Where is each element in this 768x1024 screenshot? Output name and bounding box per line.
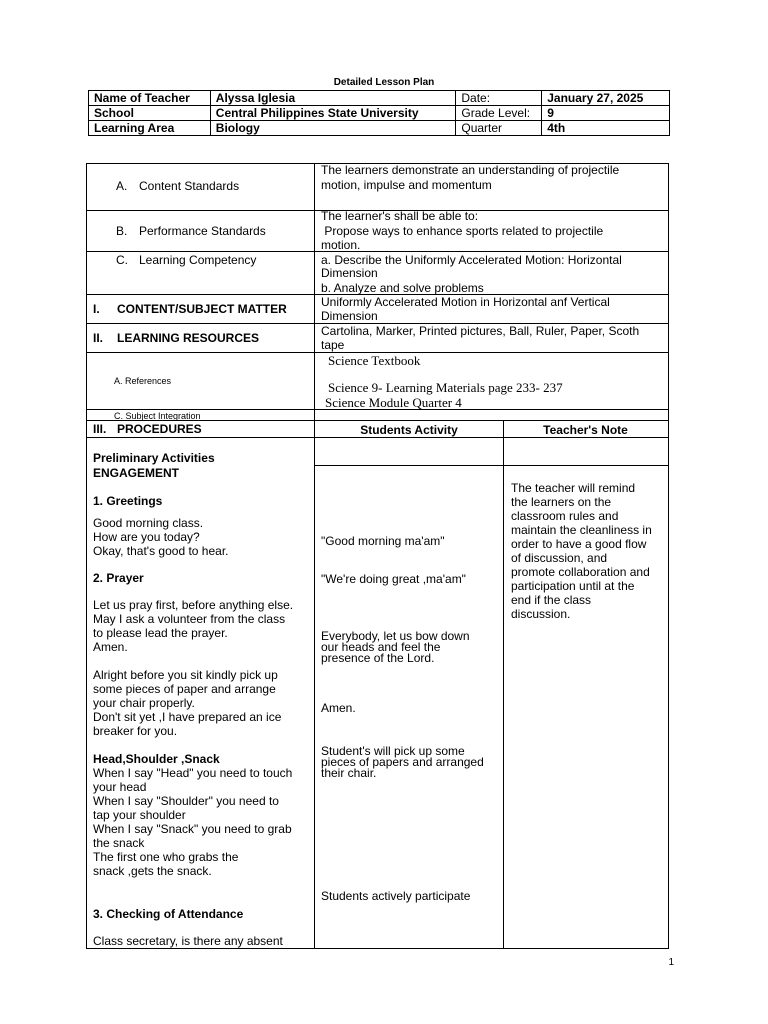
content-standards-marker: A. (116, 179, 128, 193)
resources-section-label: LEARNING RESOURCES (117, 331, 260, 345)
dialogue-line: Okay, that's good to hear. (93, 544, 229, 558)
response-line: Everybody, let us bow down (321, 629, 470, 643)
dialogue-line: Alright before you sit kindly pick up (93, 668, 278, 682)
dialogue-line: Let us pray first, before anything else. (93, 598, 294, 612)
area-label: Learning Area (89, 121, 211, 136)
teacher-dialogue (93, 598, 293, 654)
dialogue-line: to please lead the prayer. (93, 626, 228, 640)
performance-standards-value: Propose ways to enhance sports related to projectile (321, 224, 604, 238)
school-value: Central Philippines State University (210, 106, 456, 121)
page-number: 1 (668, 957, 674, 968)
grade-value: 9 (542, 106, 670, 121)
student-response: "Good morning ma'am" (321, 534, 445, 548)
date-value: January 27, 2025 (542, 91, 670, 106)
dialogue-line: May I ask a volunteer from the class (93, 612, 286, 626)
content-standards-value: The learners demonstrate an understanding of projectile (321, 163, 620, 177)
subject-matter-value: Dimension (321, 309, 378, 323)
date-label: Date: (456, 91, 542, 106)
response-line: pieces of papers and arranged (321, 755, 484, 769)
student-response: Students actively participate (321, 889, 471, 903)
area-value: Biology (210, 121, 456, 136)
note-line: The teacher will remind (511, 481, 636, 495)
performance-standards-marker: B. (116, 224, 128, 238)
teacher-dialogue (93, 766, 292, 878)
preliminary-activities-heading: Preliminary Activities (93, 451, 215, 465)
student-response: "We're doing great ,ma'am" (321, 572, 466, 586)
dialogue-line: some pieces of paper and arrange (93, 682, 276, 696)
learning-competency-value: a. Describe the Uniformly Accelerated Motion: Horizontal (321, 253, 622, 267)
content-standards-value: motion, impulse and momentum (321, 178, 492, 192)
reference-item: Science Module Quarter 4 (325, 395, 462, 410)
dialogue-line: When I say "Head" you need to touch (93, 766, 293, 780)
response-line: Student's will pick up some (321, 744, 465, 758)
learning-competency-value: b. Analyze and solve problems (321, 281, 484, 295)
procedures-label: PROCEDURES (117, 422, 202, 436)
dialogue-line: Don't sit yet ,I have prepared an ice (93, 710, 282, 724)
response-line: their chair. (321, 766, 377, 780)
subject-integration-label: C. Subject Integration (114, 411, 201, 421)
name-label: Name of Teacher (89, 91, 211, 106)
engagement-heading: ENGAGEMENT (93, 466, 180, 480)
subject-matter-value: Uniformly Accelerated Motion in Horizontal anf Vertical (321, 295, 610, 309)
response-line: our heads and feel the (321, 640, 441, 654)
column-divider (503, 420, 504, 948)
name-value: Alyssa Iglesia (210, 91, 456, 106)
dialogue-line: breaker for you. (93, 724, 178, 738)
note-line: discussion. (511, 607, 571, 621)
dialogue-line: Amen. (93, 640, 128, 654)
teacher-dialogue (93, 516, 229, 558)
students-activity-header: Students Activity (360, 423, 458, 437)
dialogue-line: your chair properly. (93, 696, 195, 710)
quarter-value: 4th (542, 121, 670, 136)
school-label: School (89, 106, 211, 121)
dialogue-line: tap your shoulder (93, 808, 186, 822)
student-response (321, 631, 470, 664)
greetings-heading: 1. Greetings (93, 494, 163, 508)
learning-competency-label: Learning Competency (139, 253, 257, 267)
teacher-info-table (88, 90, 670, 136)
attendance-heading: 3. Checking of Attendance (93, 907, 244, 921)
content-section-marker: I. (93, 302, 100, 316)
response-line: presence of the Lord. (321, 651, 435, 665)
note-line: end if the class (511, 593, 592, 607)
prayer-heading: 2. Prayer (93, 571, 144, 585)
resources-value: Cartolina, Marker, Printed pictures, Ball, Ruler, Paper, Scoth (321, 324, 640, 338)
dialogue-line: the snack (93, 836, 145, 850)
row-divider (314, 465, 668, 466)
references-label: A. References (114, 376, 172, 386)
procedures-marker: III. (93, 422, 107, 436)
reference-item: Science 9- Learning Materials page 233- 237 (328, 380, 563, 395)
note-line: order to have a good flow (511, 537, 647, 551)
icebreaker-heading: Head,Shoulder ,Snack (93, 752, 220, 766)
resources-value: tape (321, 338, 345, 352)
performance-standards-value: motion. (321, 238, 361, 252)
note-line: participation until at the (511, 579, 635, 593)
note-line: classroom rules and (511, 509, 619, 523)
learning-competency-marker: C. (116, 253, 128, 267)
row-divider (86, 437, 668, 438)
dialogue-line: Class secretary, is there any absent (93, 934, 283, 948)
content-section-label: CONTENT/SUBJECT MATTER (117, 302, 287, 316)
learning-competency-value: Dimension (321, 266, 378, 280)
teacher-dialogue (93, 668, 281, 738)
row-divider (86, 251, 668, 252)
note-line: of discussion, and (511, 551, 608, 565)
dialogue-line: How are you today? (93, 530, 200, 544)
content-standards-label: Content Standards (139, 179, 240, 193)
grade-label: Grade Level: (456, 106, 542, 121)
document-title: Detailed Lesson Plan (333, 77, 435, 88)
reference-item: Science Textbook (328, 353, 421, 368)
teachers-note-header: Teacher's Note (543, 423, 628, 437)
resources-section-marker: II. (93, 331, 104, 345)
dialogue-line: When I say "Shoulder" you need to (93, 794, 279, 808)
performance-standards-label: Performance Standards (139, 224, 266, 238)
note-line: the learners on the (511, 495, 612, 509)
dialogue-line: When I say "Snack" you need to grab (93, 822, 292, 836)
dialogue-line: snack ,gets the snack. (93, 864, 212, 878)
performance-standards-value: The learner's shall be able to: (321, 209, 479, 223)
student-response: Amen. (321, 701, 356, 715)
column-divider (314, 163, 315, 948)
note-line: promote collaboration and (511, 565, 650, 579)
quarter-label: Quarter (456, 121, 542, 136)
dialogue-line: The first one who grabs the (93, 850, 239, 864)
teacher-note (511, 481, 652, 621)
dialogue-line: Good morning class. (93, 516, 204, 530)
student-response (321, 746, 484, 779)
dialogue-line: your head (93, 780, 147, 794)
note-line: maintain the cleanliness in (511, 523, 652, 537)
